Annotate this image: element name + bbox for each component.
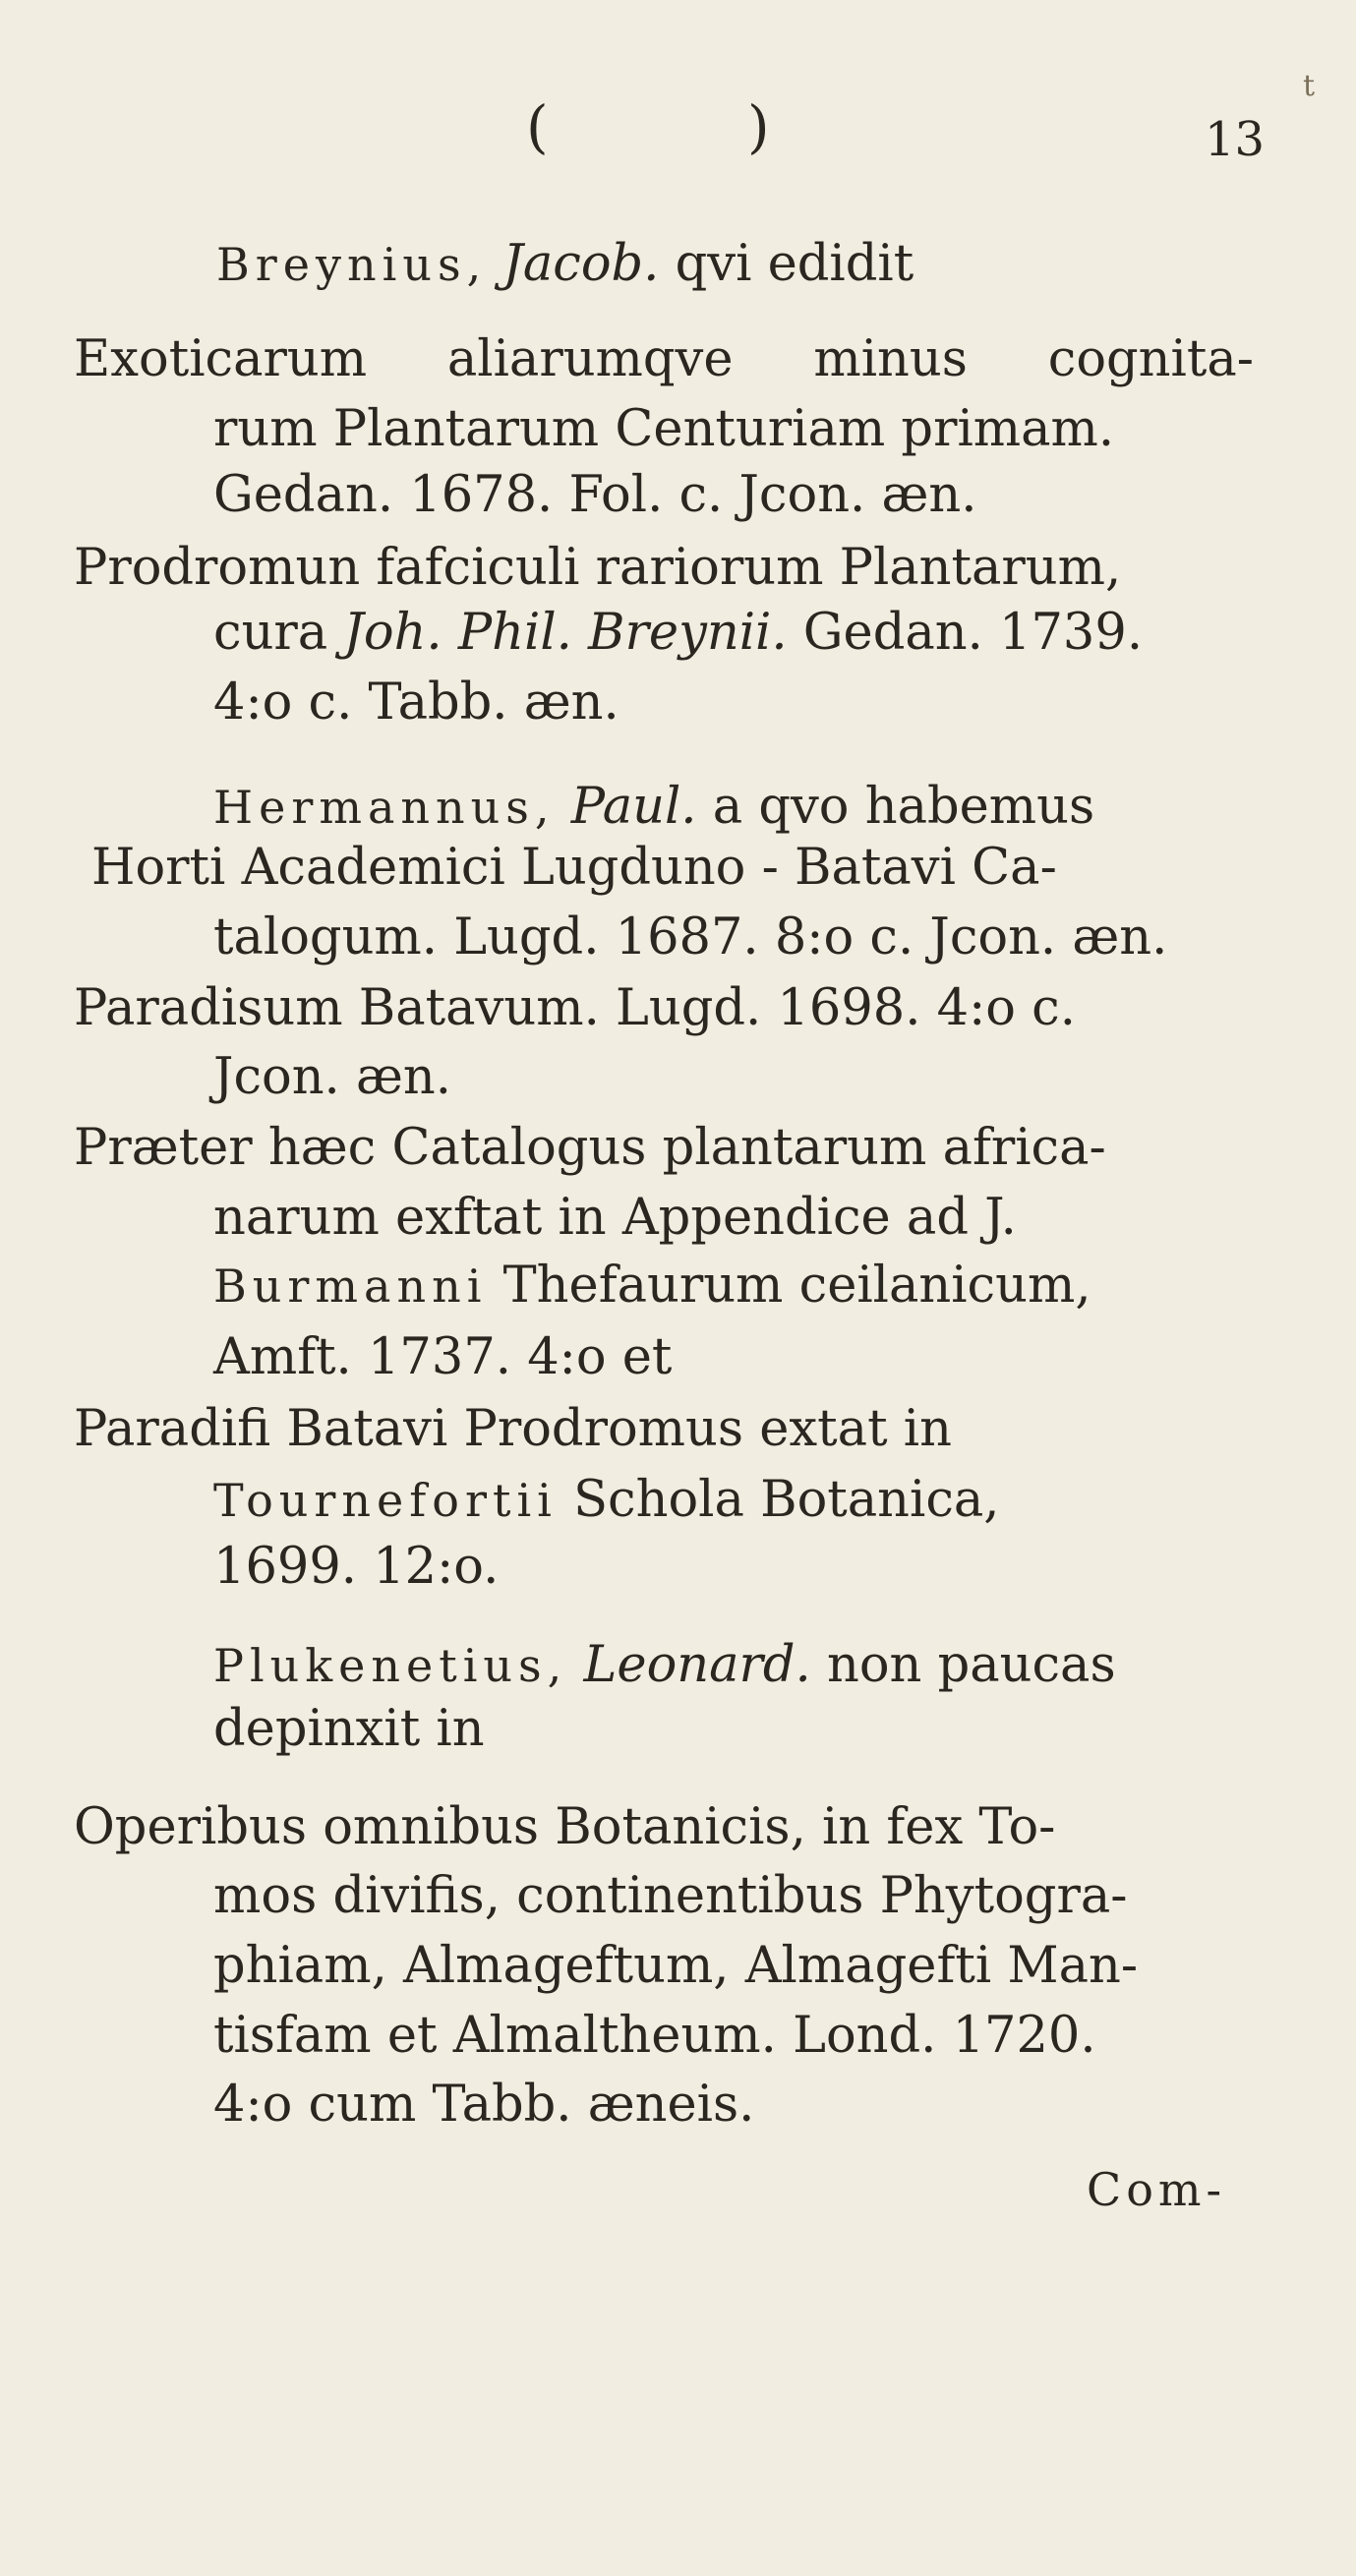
author-forename: Jacob. [502, 235, 660, 293]
word: Exoticarum [74, 330, 368, 388]
word: aliarumqve [446, 330, 734, 388]
text-line: rum Plantarum Centuriam primam. [213, 400, 1115, 458]
text-line: Jcon. æn. [213, 1048, 451, 1106]
entry-intro: a qvo habemus [712, 778, 1095, 836]
author-name: Tournefortii [213, 1474, 558, 1527]
catchword: Com- [1087, 2163, 1227, 2216]
entry-heading-hermannus [213, 778, 1095, 836]
author-forename: Paul. [570, 778, 697, 836]
word: cura [213, 604, 328, 662]
author-name: Burmanni [213, 1259, 488, 1313]
text-line: 4:o cum Tabb. æneis. [213, 2076, 755, 2134]
text-line: mos divifis, continentibus Phytogra- [213, 1867, 1128, 1925]
text-line [74, 330, 1254, 388]
header-paren-left: ( [526, 93, 549, 160]
editor-name: Joh. Phil. Breynii. [343, 604, 788, 662]
entry-intro: qvi edidit [675, 235, 914, 293]
word: minus [813, 330, 968, 388]
text-line: phiam, Almageftum, Almagefti Man- [213, 1937, 1139, 1995]
text-line: Operibus omnibus Botanicis, in fex To- [74, 1798, 1056, 1856]
text-line: tisfam et Almaltheum. Lond. 1720. [213, 2007, 1096, 2065]
entry-heading-plukenetius [213, 1636, 1116, 1694]
text-line: Horti Academici Lugduno - Batavi Ca- [91, 839, 1057, 897]
text-line [213, 1471, 1000, 1529]
text-line: narum exftat in Appendice ad J. [213, 1189, 1017, 1247]
text-line: Paradifi Batavi Prodromus extat in [74, 1400, 952, 1458]
text-line: Amft. 1737. 4:o et [213, 1328, 673, 1386]
text-line: Gedan. 1678. Fol. c. Jcon. æn. [213, 466, 977, 524]
text-line: Paradisum Batavum. Lugd. 1698. 4:o c. [74, 979, 1076, 1037]
text-line [213, 1257, 1091, 1315]
author-name: Hermannus, [213, 781, 556, 834]
word: cognita- [1047, 330, 1254, 388]
word: Schola Botanica, [573, 1471, 1000, 1529]
corner-mark: t [1303, 69, 1316, 103]
text-line: talogum. Lugd. 1687. 8:o c. Jcon. æn. [213, 908, 1168, 966]
author-forename: Leonard. [583, 1636, 811, 1694]
page-number: 13 [1205, 112, 1266, 167]
text-line: Prodromun fafciculi rariorum Plantarum, [74, 539, 1122, 597]
entry-heading-breynius [216, 235, 914, 293]
text-line: depinxit in [213, 1700, 485, 1758]
author-name: Breynius, [216, 238, 488, 291]
entry-intro: non paucas [826, 1636, 1116, 1694]
text-line [213, 604, 1144, 662]
text-line: Præter hæc Catalogus plantarum africa- [74, 1119, 1106, 1177]
word: Thefaurum ceilanicum, [502, 1257, 1091, 1315]
author-name: Plukenetius, [213, 1639, 568, 1692]
header-paren-right: ) [747, 93, 770, 160]
text-line: 4:o c. Tabb. æn. [213, 673, 619, 732]
word: Gedan. 1739. [802, 604, 1144, 662]
text-line: 1699. 12:o. [213, 1538, 500, 1596]
